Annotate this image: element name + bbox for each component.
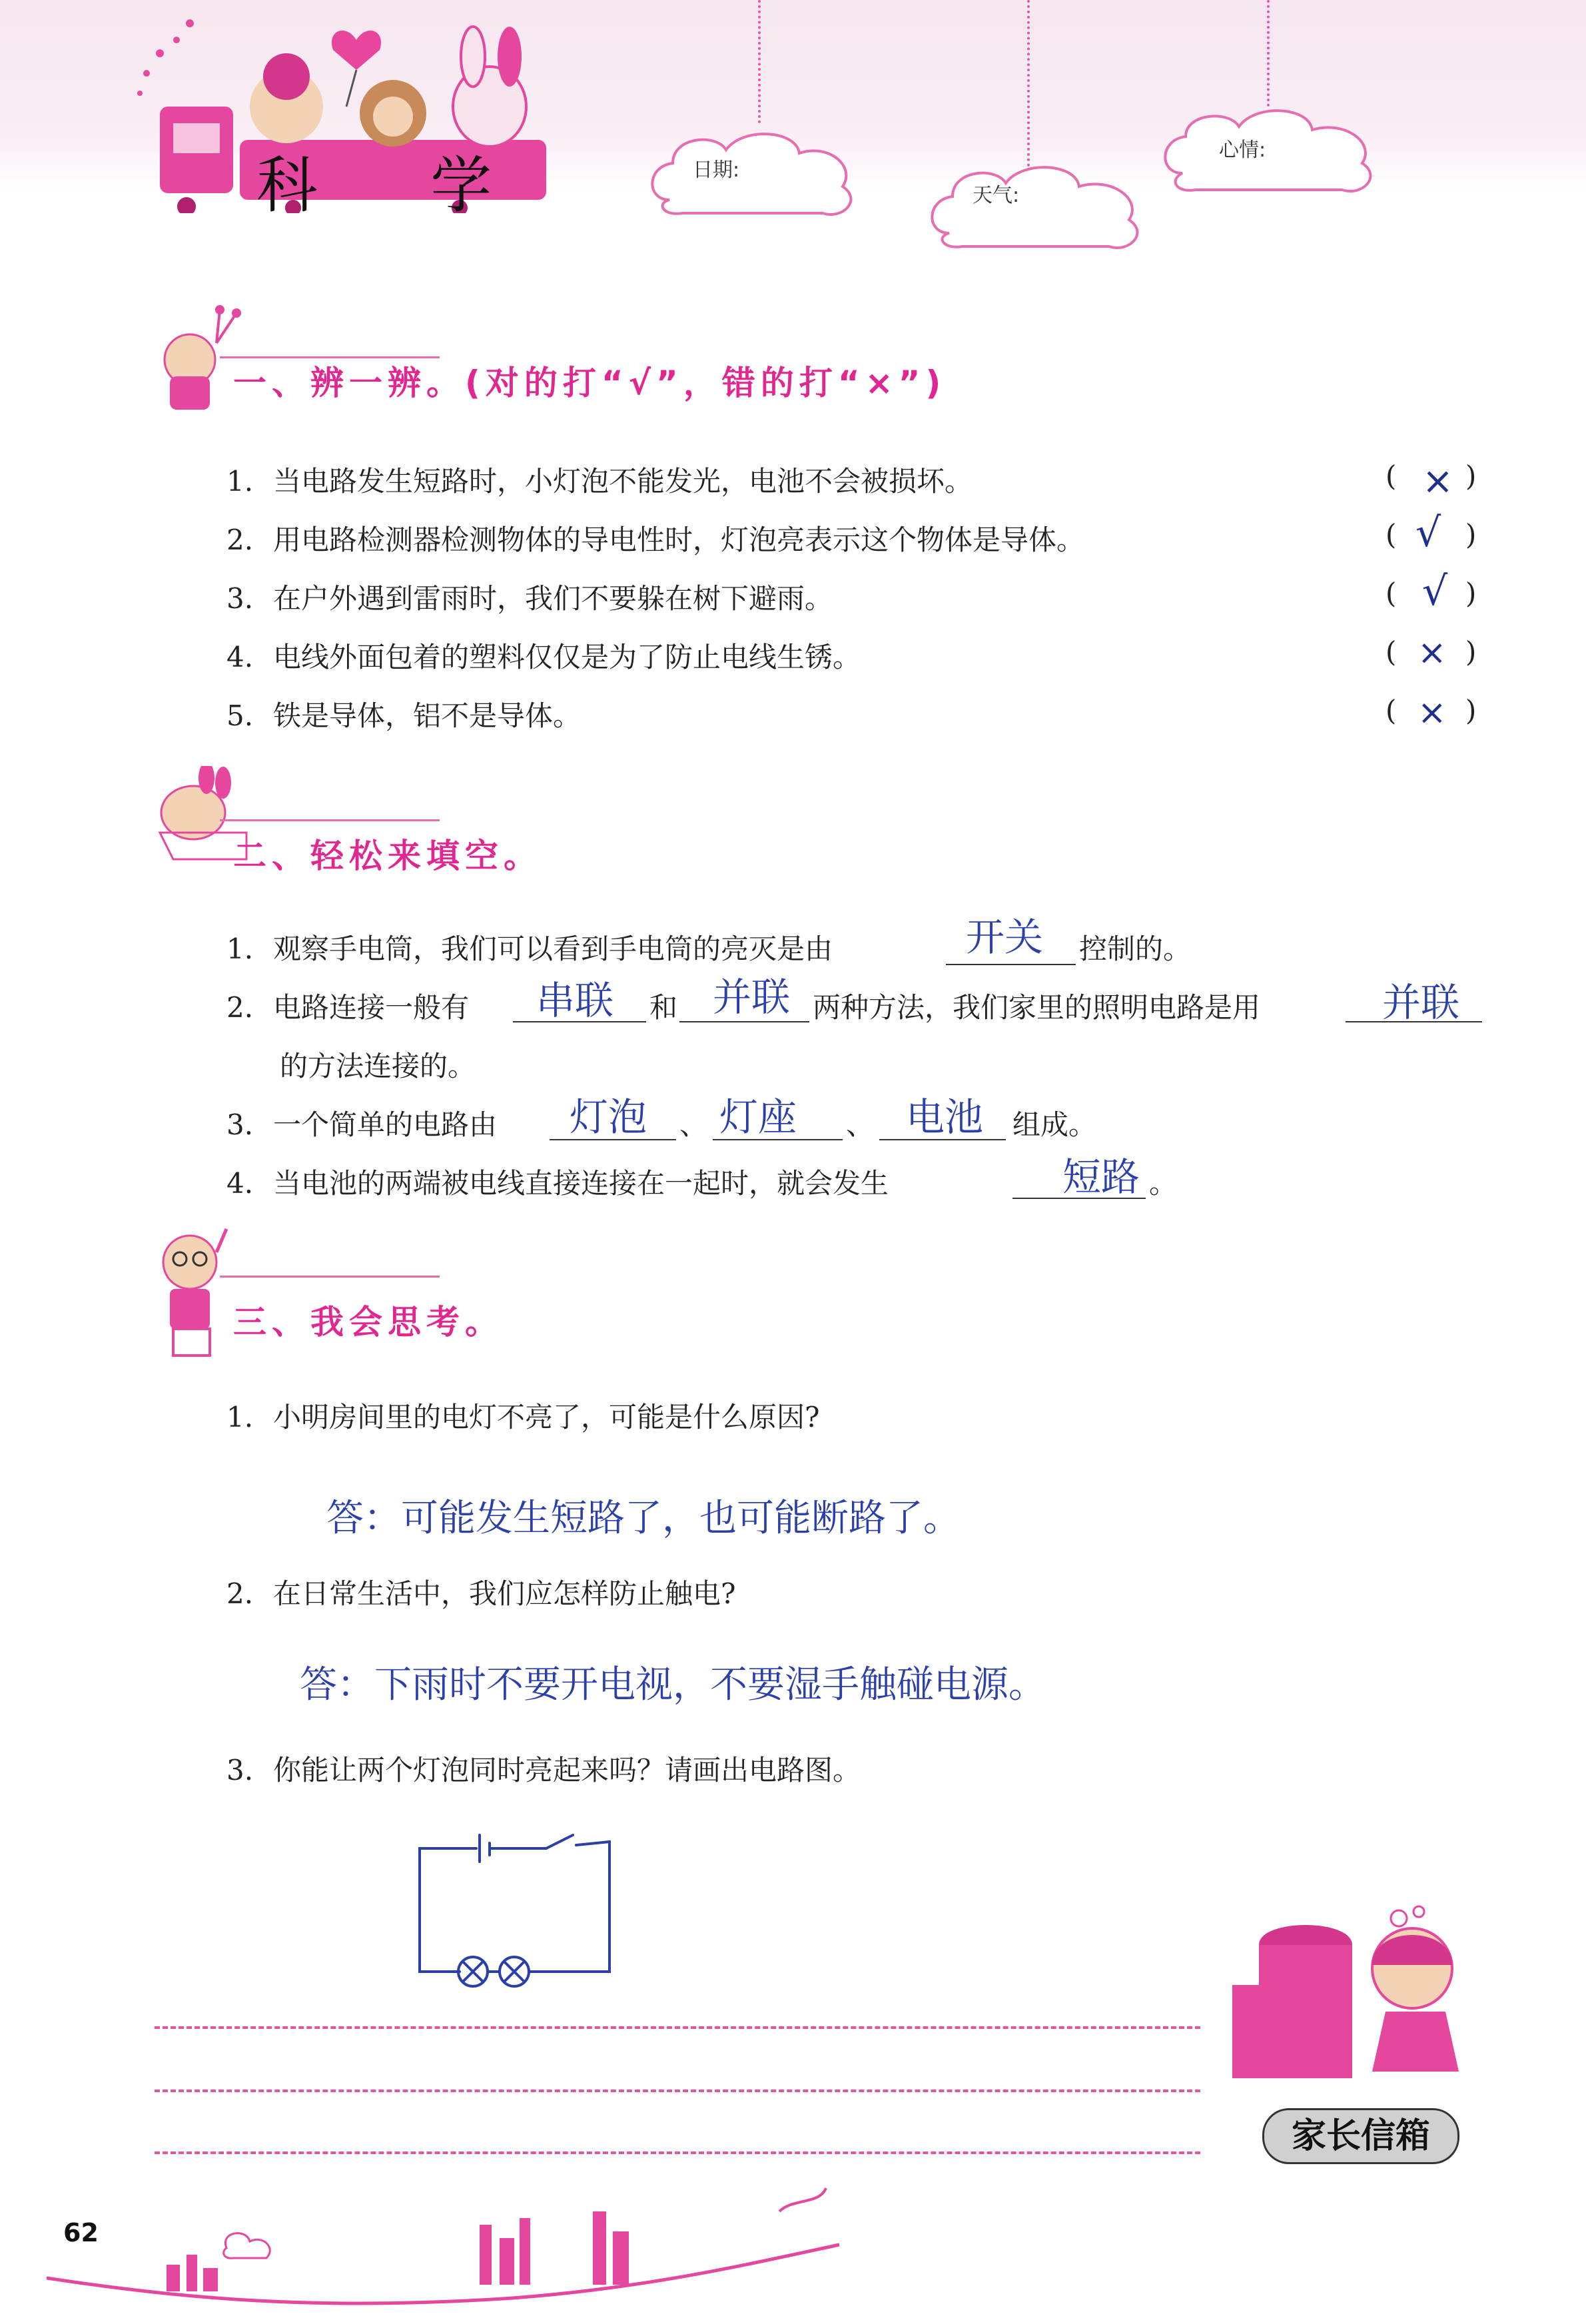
- weather-label: 天气:: [973, 184, 1020, 207]
- handwritten-answer: 答：下雨时不要开电视，不要湿手触碰电源。: [300, 1663, 1046, 1707]
- handwritten-answer: 短路: [1062, 1154, 1140, 1200]
- mailbox-girl-illustration: [1219, 1905, 1499, 2118]
- judge-item: [226, 460, 973, 500]
- question-text: 两种方法，我们家里的照明电路是用: [813, 991, 1261, 1024]
- think-question: [226, 1748, 861, 1788]
- question-text: 控制的。: [1079, 933, 1192, 965]
- answer-mark: ×: [1422, 460, 1453, 503]
- section-underline: [220, 1276, 440, 1278]
- judge-item: [226, 518, 1084, 558]
- handwritten-answer: 答：可能发生短路了，也可能断路了。: [326, 1497, 961, 1540]
- paren-close: ): [1465, 635, 1477, 668]
- item-number: 3.: [226, 1108, 254, 1141]
- judge-item: [226, 694, 581, 734]
- item-number: 5.: [226, 699, 254, 732]
- writing-line: [155, 2090, 1200, 2092]
- question-text: 、: [846, 1108, 875, 1141]
- handwritten-answer: 灯泡: [570, 1094, 647, 1140]
- fill-question: [226, 1103, 497, 1143]
- weather-cloud: [923, 150, 1156, 260]
- writing-line: [155, 2151, 1200, 2154]
- question-text: 电路连接一般有: [273, 991, 470, 1024]
- item-number: 3.: [226, 582, 254, 615]
- fill-question: [226, 1162, 889, 1202]
- section-underline: [220, 819, 440, 821]
- judge-item: [226, 577, 833, 617]
- question-text: 观察手电筒，我们可以看到手电筒的亮灭是由: [273, 933, 833, 965]
- question-text: 小明房间里的电灯不亮了，可能是什么原因?: [273, 1401, 820, 1433]
- paren-open: (: [1386, 460, 1397, 492]
- question-text: 组成。: [1012, 1108, 1097, 1141]
- handwritten-answer: 串联: [536, 978, 614, 1023]
- question-text: 的方法连接的。: [280, 1050, 476, 1082]
- mood-label: 心情:: [1219, 139, 1266, 162]
- question-text: 、: [679, 1108, 708, 1141]
- item-number: 2.: [226, 524, 254, 556]
- item-number: 1.: [226, 933, 254, 965]
- paren-close: ): [1465, 460, 1477, 492]
- fill-question: [226, 986, 469, 1026]
- answer-mark: ×: [1417, 633, 1447, 673]
- hanging-string: [1267, 0, 1270, 107]
- item-number: 1.: [226, 1401, 254, 1433]
- handwritten-answer: 并联: [713, 974, 791, 1020]
- answer-mark: √: [1415, 510, 1441, 556]
- hanging-string: [758, 0, 761, 123]
- item-number: 1.: [226, 465, 254, 498]
- writing-line: [155, 2026, 1200, 2029]
- fill-question: [226, 927, 833, 967]
- mailbox-label: 家长信箱: [1262, 2108, 1459, 2164]
- footer-decoration: [47, 2185, 846, 2318]
- answer-blank: [946, 964, 1076, 965]
- answer-mark: √: [1422, 568, 1448, 615]
- paren-open: (: [1386, 577, 1397, 609]
- circuit-diagram: [406, 1822, 619, 2002]
- hanging-string: [1027, 0, 1030, 167]
- paren-close: ): [1465, 577, 1477, 609]
- paren-open: (: [1386, 635, 1397, 668]
- handwritten-answer: 开关: [966, 915, 1044, 960]
- date-cloud: [643, 120, 869, 226]
- paren-open: (: [1386, 518, 1397, 551]
- mood-cloud: [1156, 100, 1389, 200]
- question-text: 和: [649, 991, 678, 1024]
- date-label: 日期:: [693, 159, 740, 182]
- question-text: 你能让两个灯泡同时亮起来吗？请画出电路图。: [273, 1754, 861, 1786]
- answer-mark: ×: [1417, 693, 1447, 733]
- item-number: 4.: [226, 1167, 254, 1200]
- item-text: 当电路发生短路时，小灯泡不能发光，电池不会被损坏。: [273, 465, 973, 498]
- section1-title: 一、辨一辨。(对的打“√”，错的打“×”): [233, 364, 947, 402]
- handwritten-answer: 电池: [906, 1094, 984, 1140]
- paren-open: (: [1386, 694, 1397, 727]
- item-text: 用电路检测器检测物体的导电性时，灯泡亮表示这个物体是导体。: [273, 524, 1085, 556]
- question-text: 在日常生活中，我们应怎样防止触电?: [273, 1577, 736, 1610]
- bear-mascot-icon: [143, 303, 243, 416]
- page-number: 62: [63, 2218, 99, 2247]
- item-text: 铁是导体，铝不是导体。: [273, 699, 582, 732]
- think-question: [226, 1395, 820, 1435]
- question-text: 一个简单的电路由: [273, 1108, 498, 1141]
- subject-title: 科 学: [256, 150, 539, 221]
- paren-close: ): [1465, 694, 1477, 727]
- judge-item: [226, 635, 861, 675]
- section2-title: 二、轻松来填空。: [233, 837, 542, 875]
- section3-title: 三、我会思考。: [233, 1303, 504, 1342]
- item-text: 在户外遇到雷雨时，我们不要躲在树下避雨。: [273, 582, 833, 615]
- think-question: [226, 1572, 736, 1612]
- item-number: 3.: [226, 1754, 254, 1786]
- question-text: 当电池的两端被电线直接连接在一起时，就会发生: [273, 1167, 889, 1200]
- item-text: 电线外面包着的塑料仅仅是为了防止电线生锈。: [273, 641, 861, 673]
- item-number: 4.: [226, 641, 254, 673]
- question-text: 。: [1149, 1167, 1178, 1200]
- item-number: 2.: [226, 991, 254, 1024]
- handwritten-answer: 灯座: [719, 1094, 797, 1140]
- handwritten-answer: 并联: [1382, 980, 1460, 1025]
- item-number: 2.: [226, 1577, 254, 1610]
- paren-close: ): [1465, 518, 1477, 551]
